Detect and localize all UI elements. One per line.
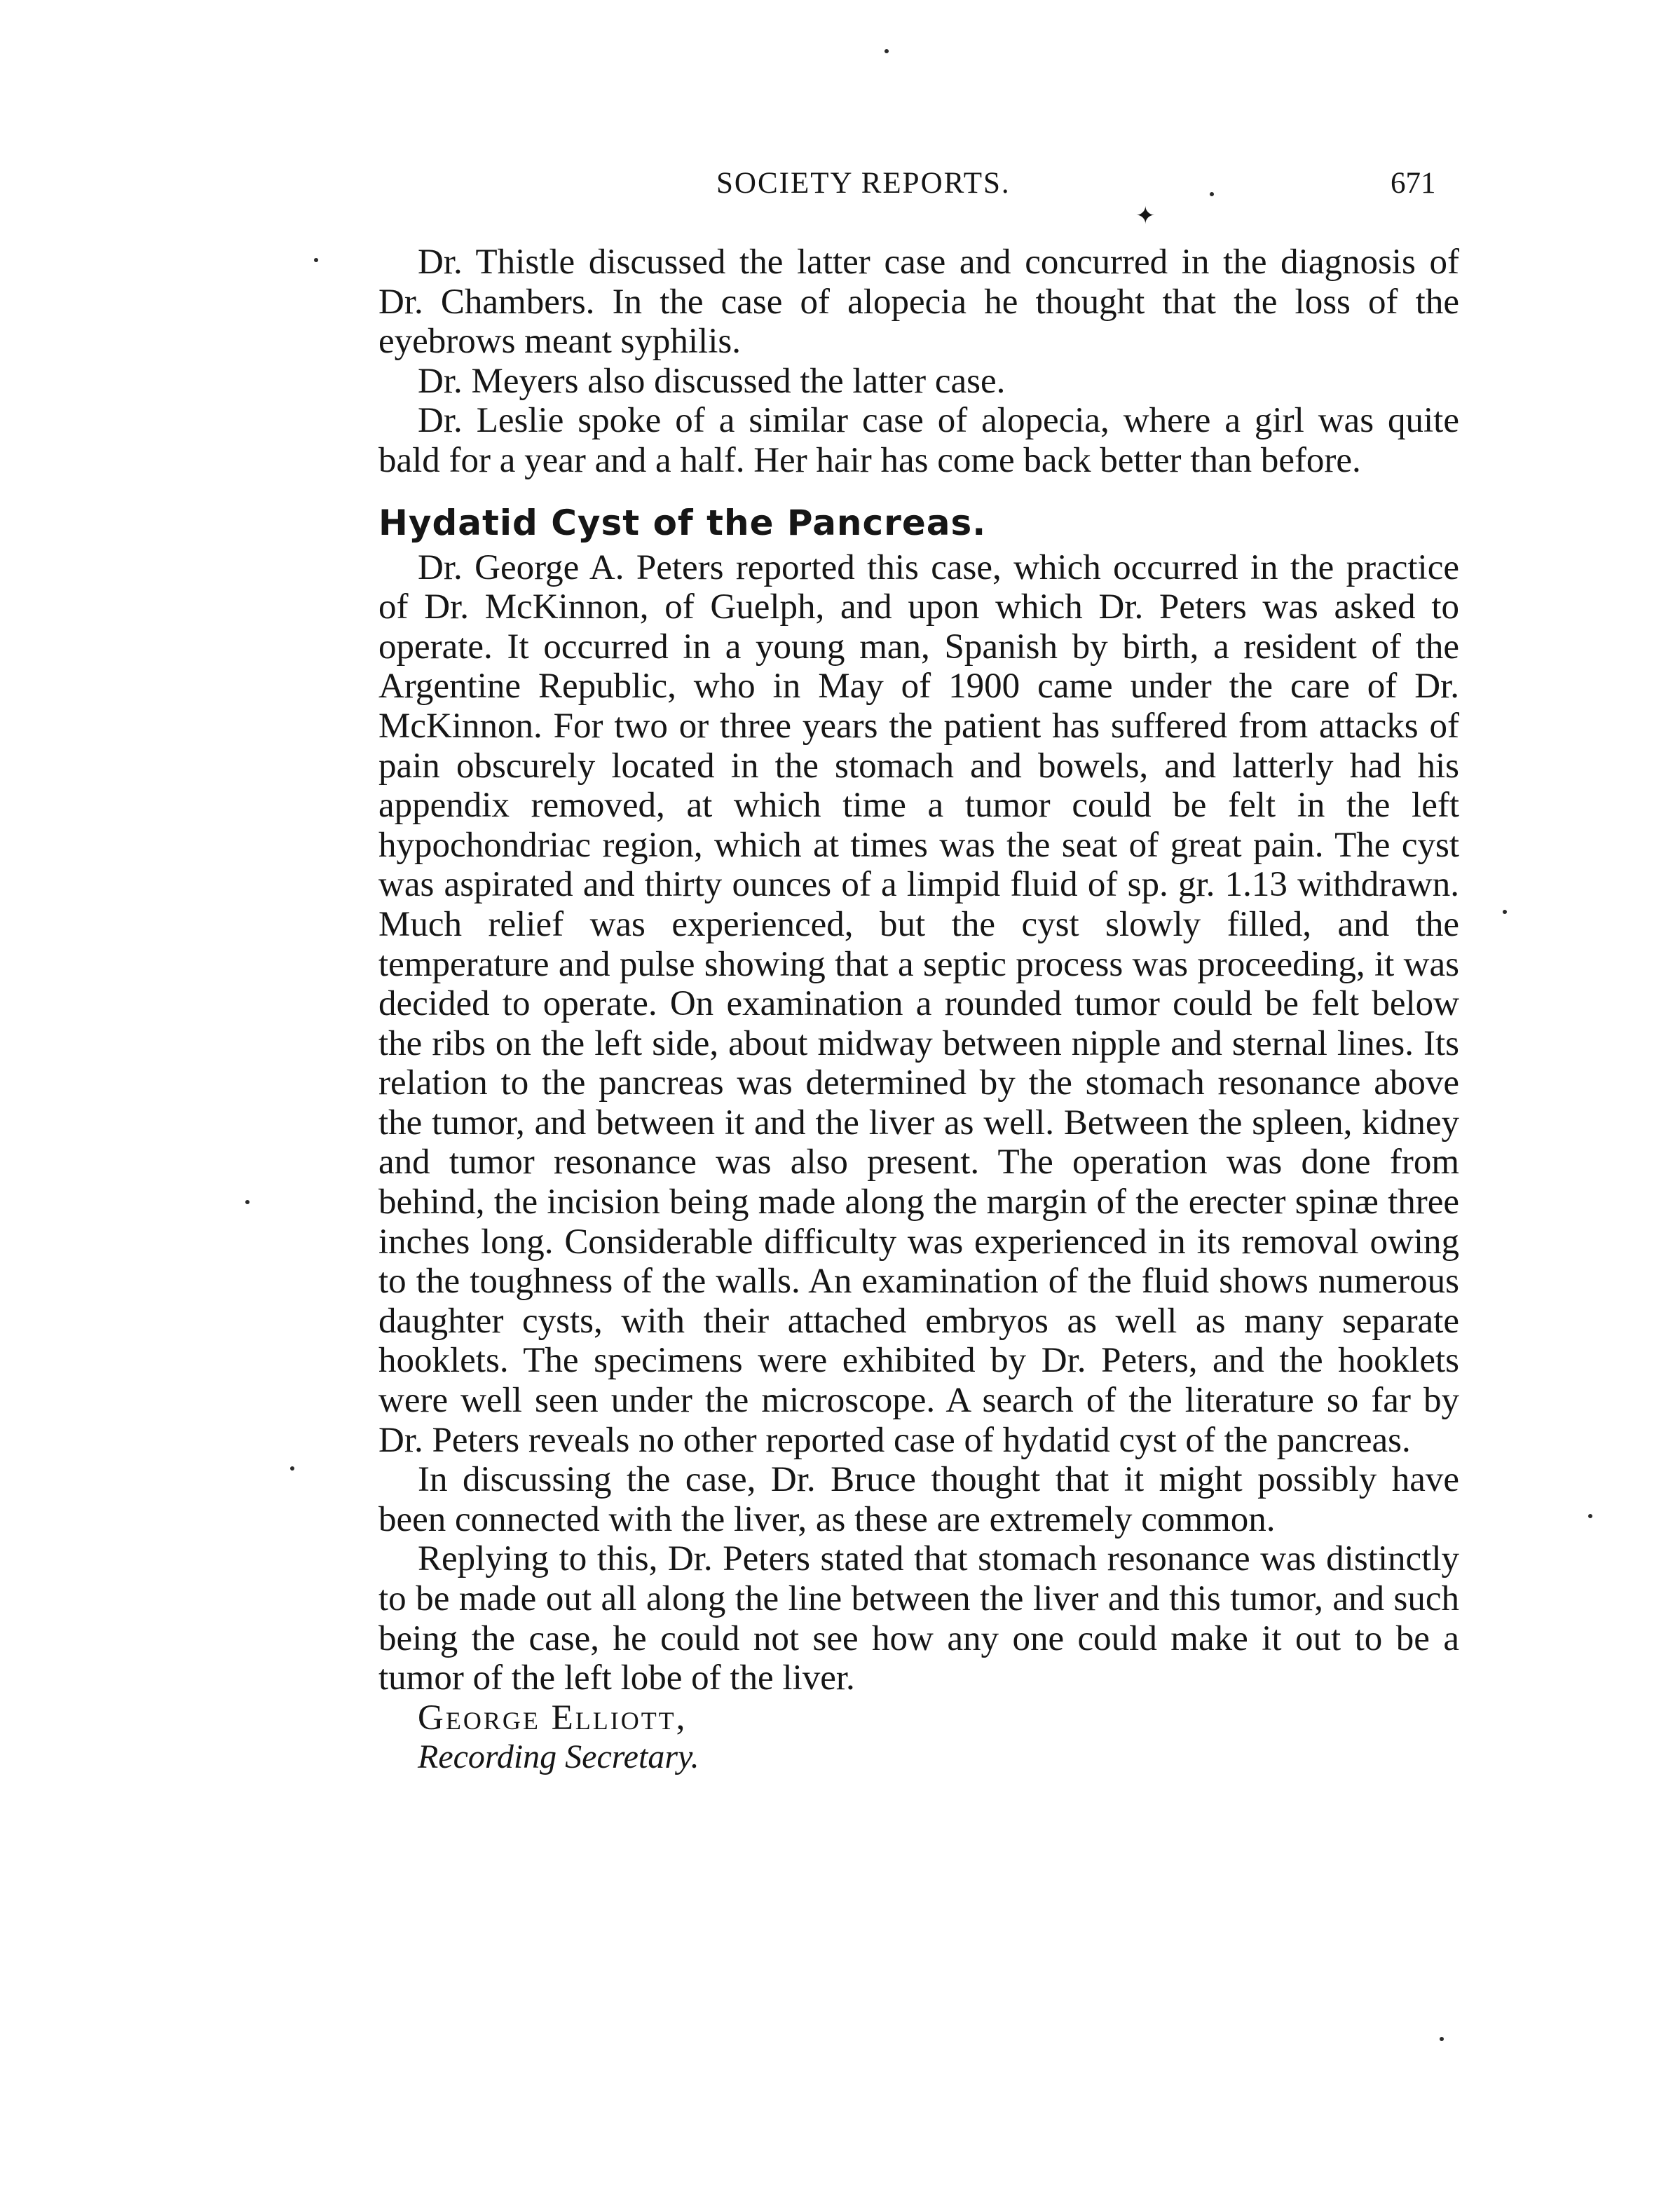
scan-speck xyxy=(1440,2037,1444,2041)
signature-title: Recording Secretary. xyxy=(418,1738,699,1776)
paragraph-leslie: Dr. Leslie spoke of a similar case of alopecia, where a girl was quite bald for a year and a half. Her hair has come back better than before. xyxy=(378,401,1459,480)
paragraph-case-report: Dr. George A. Peters reported this case, which occurred in the practice of Dr. McKinnon, of Guelph, and upon which Dr. Peters was asked to operate. It occurred in a young man, Spanish by birth, a resident of the Argentine Republic, who in May of 1900 came under the care of Dr. McKinnon. For two or three years the patient has suffered from attacks of pain obscurely located in the stomach and bowels, and latterly had his appendix removed, at which time a tumor could be felt in the left hypochondriac region, which at times was the seat of great pain. The cyst was aspirated and thirty ounces of a limpid fluid of sp. gr. 1.13 withdrawn. Much relief was experienced, but the cyst slowly filled, and the temperature and pulse showing that a septic process was proceeding, it was decided to operate. On examination a rounded tumor could be felt below the ribs on the left side, about midway between nipple and sternal lines. Its relation to the pancreas was determined by the stomach resonance above the tumor, and between it and the liver as well. Between the spleen, kidney and tumor resonance was also present. The operation was done from behind, the incision being made along the margin of the erecter spinæ three inches long. Considerable difficulty was experienced in its removal owing to the toughness of the walls. An examination of the fluid shows numerous daughter cysts, with their attached embryos as well as many separate hooklets. The specimens were exhibited by Dr. Peters, and the hooklets were well seen under the microscope. A search of the literature so far by Dr. Peters reveals no other reported case of hydatid cyst of the pancreas. xyxy=(378,547,1459,1460)
text-column xyxy=(378,243,1459,1778)
scan-speck xyxy=(885,49,889,53)
paragraph-peters-reply: Replying to this, Dr. Peters stated that stomach resonance was distinctly to be made out all along the line between the liver and this tumor, and such being the case, he could not see how any one could make it out to be a tumor of the left lobe of the liver. xyxy=(378,1539,1459,1698)
paragraph-thistle: Dr. Thistle discussed the latter case and concurred in the diagnosis of Dr. Chambers. In the case of alopecia he thought that the loss of the eyebrows meant syphilis. xyxy=(378,243,1459,362)
paragraph-meyers: Dr. Meyers also discussed the latter case. xyxy=(418,361,1006,401)
running-head: SOCIETY REPORTS. xyxy=(716,167,1011,200)
scan-speck xyxy=(245,1200,250,1204)
scan-speck xyxy=(1503,910,1507,914)
scan-speck xyxy=(290,1466,294,1471)
paragraph-bruce-discussion: In discussing the case, Dr. Bruce thought that it might possibly have been connected with the liver, as these are extremely common. xyxy=(378,1460,1459,1539)
scan-speck xyxy=(314,258,318,262)
scan-speck xyxy=(1210,192,1214,196)
page-number: 671 xyxy=(1391,167,1436,200)
print-mark-icon: ✦ xyxy=(1135,203,1156,229)
scan-speck xyxy=(1588,1514,1592,1518)
signature-name: George Elliott, xyxy=(418,1698,688,1738)
section-heading: Hydatid Cyst of the Pancreas. xyxy=(378,502,987,543)
